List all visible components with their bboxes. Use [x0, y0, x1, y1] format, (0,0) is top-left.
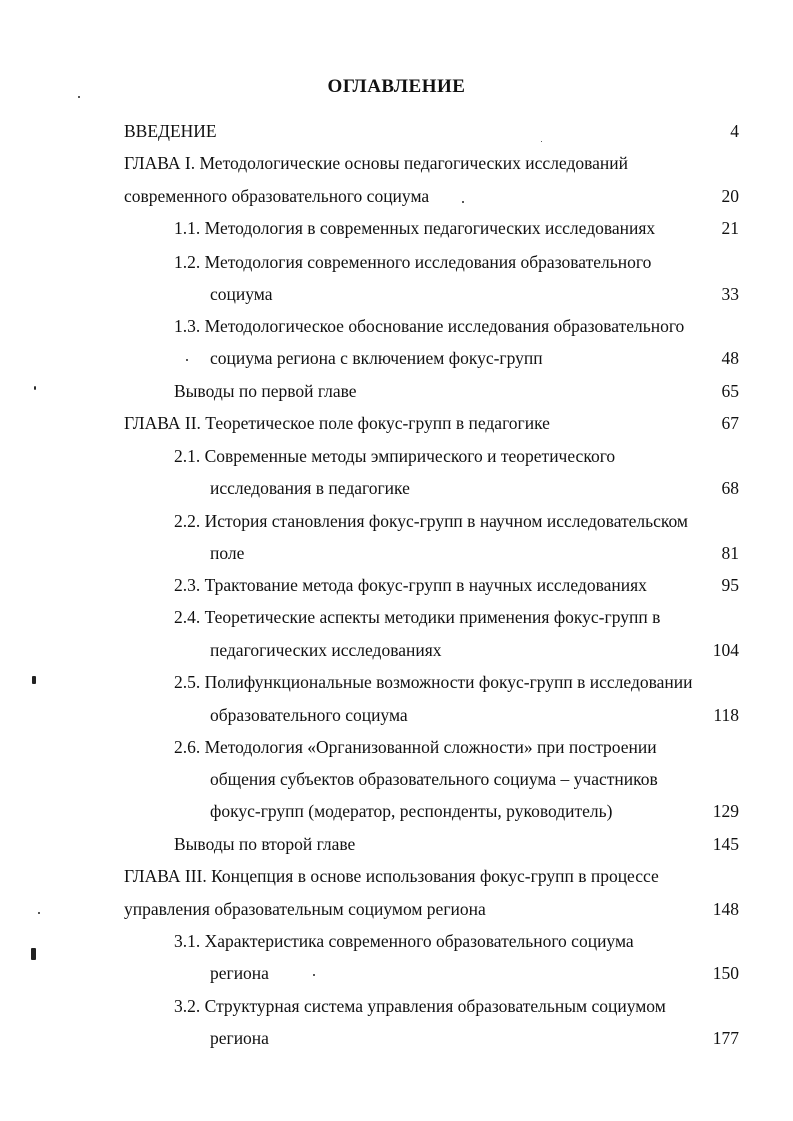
toc-entry-text: общения субъектов образовательного социума – участников	[210, 769, 658, 789]
toc-entry-page: 148	[712, 899, 739, 919]
toc-entry-text: управления образовательным социумом региона	[124, 899, 486, 919]
toc-entry-page: 48	[721, 348, 739, 368]
toc-entry-text: ВВЕДЕНИЕ	[124, 121, 217, 141]
toc-entry-text: ГЛАВА III. Концепция в основе использования фокус-групп в процессе	[124, 866, 659, 886]
toc-entry-page: 81	[721, 543, 739, 563]
toc-entry-page: 67	[721, 413, 739, 433]
toc-entry-page: 20	[721, 186, 739, 206]
toc-entry-text: поле	[210, 543, 245, 563]
toc-entry-text: 3.2. Структурная система управления образовательным социумом	[174, 996, 666, 1016]
toc-entry-text: 1.2. Методология современного исследования образовательного	[174, 252, 652, 272]
toc-entry-text: 1.3. Методологическое обоснование исследования образовательного	[174, 316, 685, 336]
toc-entry-page: 21	[721, 218, 739, 238]
toc-entry-text: 2.4. Теоретические аспекты методики применения фокус-групп в	[174, 607, 661, 627]
toc-entry-text: Выводы по второй главе	[174, 834, 356, 854]
toc-entry-text: социума региона с включением фокус-групп	[210, 348, 543, 368]
scan-speck	[313, 974, 315, 976]
page-title: ОГЛАВЛЕНИЕ	[327, 76, 466, 97]
toc-entry-text: 1.1. Методология в современных педагогических исследованиях	[174, 218, 656, 238]
toc-entry-text: педагогических исследованиях	[210, 640, 442, 660]
scan-speck	[34, 386, 36, 390]
toc-entry-page: 177	[712, 1028, 739, 1048]
toc-entry-text: 3.1. Характеристика современного образовательного социума	[174, 931, 634, 951]
scan-speck	[78, 96, 80, 98]
toc-entry-page: 129	[712, 801, 739, 821]
toc-entry-text: образовательного социума	[210, 705, 408, 725]
scan-speck	[462, 201, 464, 203]
toc-entry-text: ГЛАВА II. Теоретическое поле фокус-групп в педагогике	[124, 413, 550, 433]
toc-entry-page: 4	[730, 121, 739, 141]
toc-entry-text: 2.3. Трактование метода фокус-групп в научных исследованиях	[174, 575, 647, 595]
toc-entry-page: 150	[712, 963, 739, 983]
toc-entry-page: 95	[721, 575, 739, 595]
toc-entry-text: социума	[210, 284, 273, 304]
scan-speck	[541, 141, 542, 142]
toc-entry-text: фокус-групп (модератор, респонденты, руководитель)	[210, 801, 613, 821]
scan-mark	[32, 676, 36, 684]
toc-entry-page: 65	[721, 381, 739, 401]
toc-entry-text: 2.2. История становления фокус-групп в научном исследовательском	[174, 511, 689, 531]
toc-entry-page: 118	[713, 705, 739, 725]
toc-entry-text: региона	[210, 963, 269, 983]
toc-entry-text: современного образовательного социума	[124, 186, 430, 206]
toc-entry-text: региона	[210, 1028, 269, 1048]
scan-speck	[186, 359, 188, 361]
toc-entry-text: исследования в педагогике	[210, 478, 410, 498]
toc-entry-text: 2.6. Методология «Организованной сложности» при построении	[174, 737, 657, 757]
scan-mark	[31, 948, 36, 960]
toc-entry-page: 104	[712, 640, 739, 660]
toc-entry-page: 33	[721, 284, 739, 304]
toc-entry-page: 68	[721, 478, 739, 498]
scan-speck	[38, 912, 40, 914]
toc-entry-text: 2.1. Современные методы эмпирического и теоретического	[174, 446, 616, 466]
toc-entry-text: 2.5. Полифункциональные возможности фокус-групп в исследовании	[174, 672, 693, 692]
toc-entry-page: 145	[712, 834, 739, 854]
toc-entry-text: ГЛАВА I. Методологические основы педагогических исследований	[124, 153, 629, 173]
toc-entry-text: Выводы по первой главе	[174, 381, 357, 401]
